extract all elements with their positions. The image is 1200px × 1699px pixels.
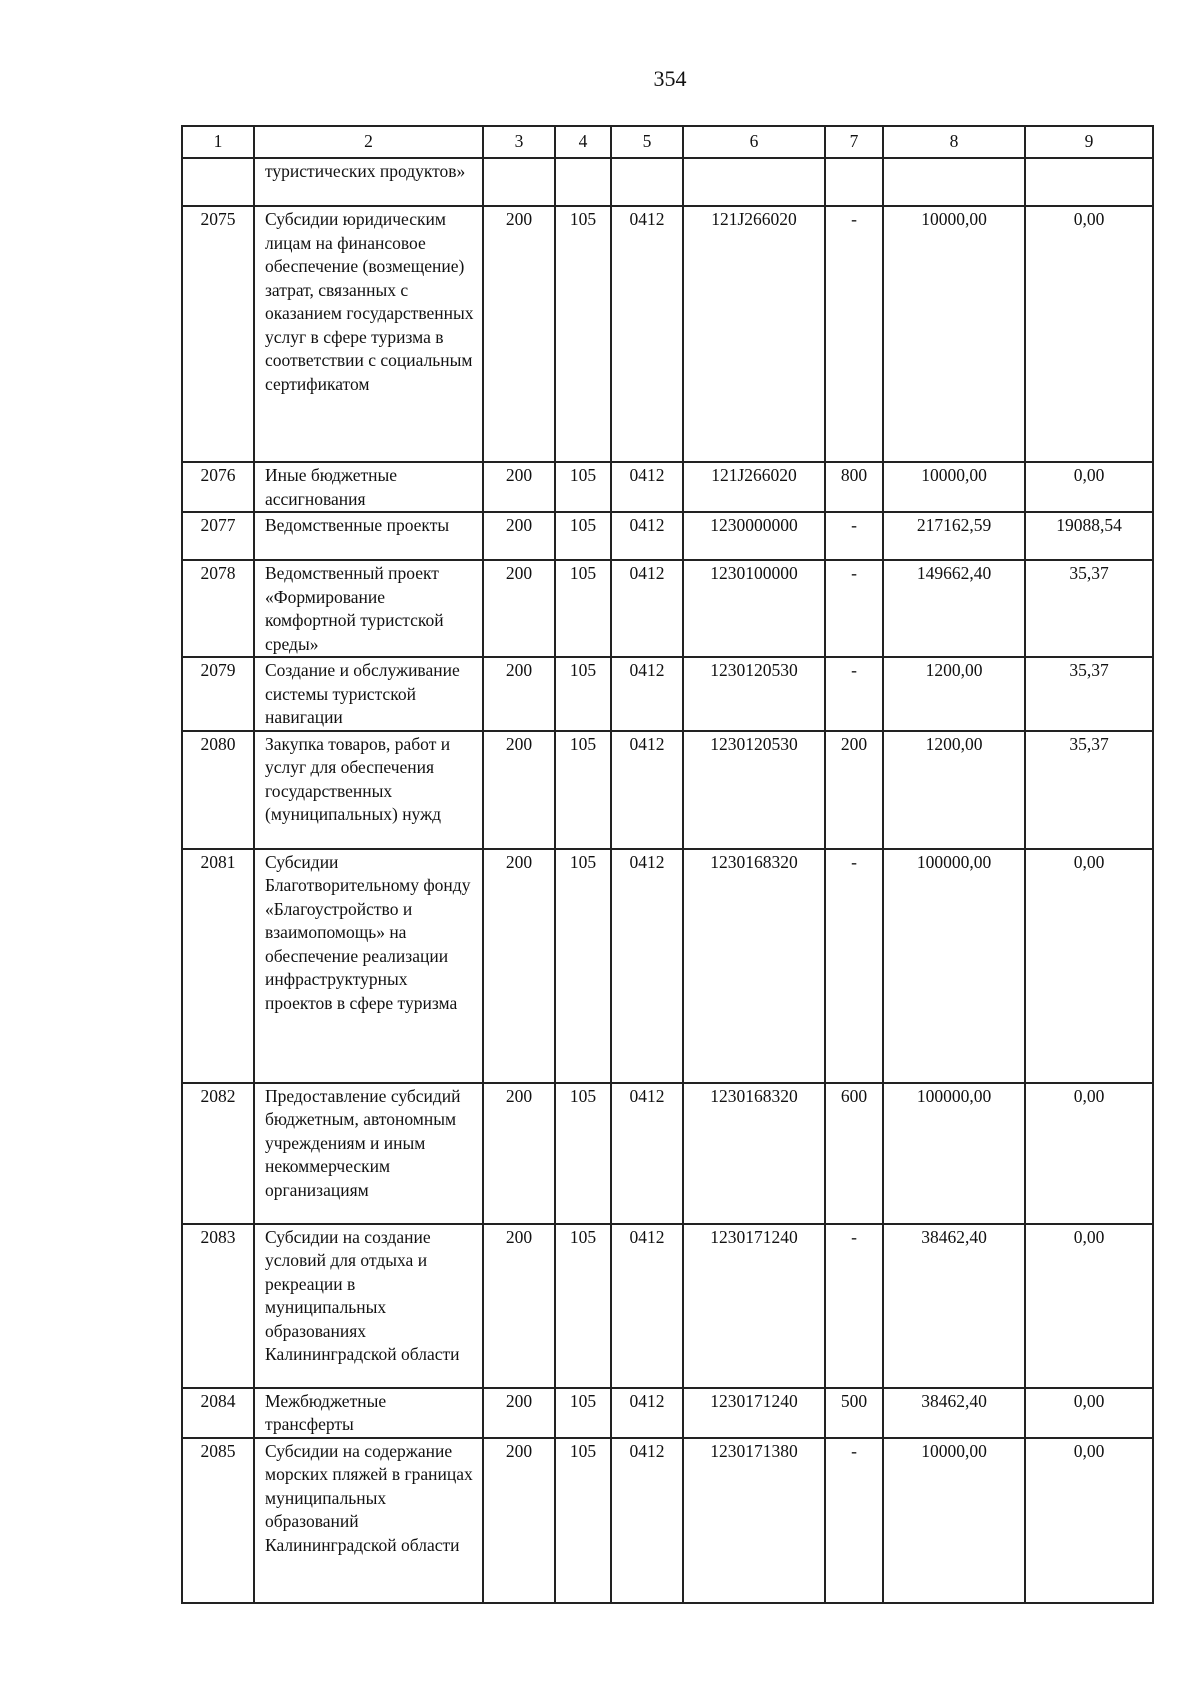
cell-c9: 0,00 xyxy=(1025,1083,1153,1224)
cell-num: 2075 xyxy=(182,206,254,462)
cell-name: Создание и обслуживание системы туристской навигации xyxy=(254,657,483,731)
cell-num: 2081 xyxy=(182,849,254,1083)
cell-c8: 38462,40 xyxy=(883,1224,1025,1388)
cell-c9: 0,00 xyxy=(1025,1224,1153,1388)
cell-name: Субсидии на создание условий для отдыха и рекреации в муниципальных образованиях Калининградской области xyxy=(254,1224,483,1388)
cell-c4: 105 xyxy=(555,512,611,560)
cell-name: Закупка товаров, работ и услуг для обеспечения государственных (муниципальных) нужд xyxy=(254,731,483,849)
table-row xyxy=(182,462,1153,512)
cell-c3: 200 xyxy=(483,512,555,560)
cell-c7: 800 xyxy=(825,462,883,512)
cell-c4: 105 xyxy=(555,1388,611,1438)
cell-c8: 10000,00 xyxy=(883,206,1025,462)
cell-c7: - xyxy=(825,560,883,657)
cell-c4: 105 xyxy=(555,462,611,512)
table-row xyxy=(182,512,1153,560)
cell-c3: 200 xyxy=(483,462,555,512)
cell-c7: - xyxy=(825,849,883,1083)
cell-num: 2077 xyxy=(182,512,254,560)
cell-c4: 105 xyxy=(555,657,611,731)
cell-num: 2084 xyxy=(182,1388,254,1438)
cell-c8 xyxy=(883,158,1025,206)
cell-c3: 200 xyxy=(483,560,555,657)
cell-c6: 1230120530 xyxy=(683,731,825,849)
cell-c8: 149662,40 xyxy=(883,560,1025,657)
cell-c8: 1200,00 xyxy=(883,731,1025,849)
cell-c7: - xyxy=(825,512,883,560)
cell-c9: 0,00 xyxy=(1025,462,1153,512)
cell-c9: 0,00 xyxy=(1025,849,1153,1083)
cell-c8: 100000,00 xyxy=(883,1083,1025,1224)
budget-table xyxy=(181,125,1154,1604)
cell-c6: 121J266020 xyxy=(683,206,825,462)
cell-name: туристических продуктов» xyxy=(254,158,483,206)
cell-c9: 19088,54 xyxy=(1025,512,1153,560)
table-row xyxy=(182,849,1153,1083)
cell-name: Субсидии на содержание морских пляжей в границах муниципальных образований Калининградской области xyxy=(254,1438,483,1603)
header-cell: 8 xyxy=(883,126,1025,158)
cell-c3: 200 xyxy=(483,657,555,731)
cell-c5 xyxy=(611,158,683,206)
cell-c6: 1230168320 xyxy=(683,1083,825,1224)
cell-c3 xyxy=(483,158,555,206)
cell-num xyxy=(182,158,254,206)
header-row xyxy=(182,126,1153,158)
cell-c8: 38462,40 xyxy=(883,1388,1025,1438)
cell-c5: 0412 xyxy=(611,1438,683,1603)
cell-c8: 10000,00 xyxy=(883,1438,1025,1603)
cell-num: 2080 xyxy=(182,731,254,849)
cell-c5: 0412 xyxy=(611,560,683,657)
cell-c3: 200 xyxy=(483,849,555,1083)
cell-c6: 1230000000 xyxy=(683,512,825,560)
cell-c4: 105 xyxy=(555,849,611,1083)
cell-num: 2076 xyxy=(182,462,254,512)
cell-num: 2083 xyxy=(182,1224,254,1388)
table-row xyxy=(182,657,1153,731)
cell-c5: 0412 xyxy=(611,1224,683,1388)
cell-c5: 0412 xyxy=(611,731,683,849)
cell-num: 2079 xyxy=(182,657,254,731)
cell-c9: 0,00 xyxy=(1025,1388,1153,1438)
cell-name: Ведомственный проект «Формирование комфортной туристской среды» xyxy=(254,560,483,657)
cell-c6: 1230171240 xyxy=(683,1388,825,1438)
header-cell: 5 xyxy=(611,126,683,158)
cell-num: 2078 xyxy=(182,560,254,657)
cell-num: 2082 xyxy=(182,1083,254,1224)
cell-c6: 1230120530 xyxy=(683,657,825,731)
cell-c9: 35,37 xyxy=(1025,560,1153,657)
cell-c3: 200 xyxy=(483,1083,555,1224)
header-cell: 9 xyxy=(1025,126,1153,158)
cell-c8: 1200,00 xyxy=(883,657,1025,731)
cell-c6 xyxy=(683,158,825,206)
cell-c9: 35,37 xyxy=(1025,731,1153,849)
cell-c8: 100000,00 xyxy=(883,849,1025,1083)
cell-name: Ведомственные проекты xyxy=(254,512,483,560)
cell-c3: 200 xyxy=(483,1438,555,1603)
cell-c7: - xyxy=(825,1224,883,1388)
cell-c5: 0412 xyxy=(611,849,683,1083)
table-row xyxy=(182,1083,1153,1224)
header-cell: 7 xyxy=(825,126,883,158)
cell-c9: 35,37 xyxy=(1025,657,1153,731)
cell-c6: 121J266020 xyxy=(683,462,825,512)
cell-c7: 600 xyxy=(825,1083,883,1224)
table-row xyxy=(182,560,1153,657)
page-number: 354 xyxy=(653,66,687,91)
cell-c4 xyxy=(555,158,611,206)
cell-c6: 1230100000 xyxy=(683,560,825,657)
header-cell: 2 xyxy=(254,126,483,158)
cell-c3: 200 xyxy=(483,1224,555,1388)
cell-c3: 200 xyxy=(483,731,555,849)
table-body xyxy=(182,206,1153,1603)
cell-name: Субсидии Благотворительному фонду «Благоустройство и взаимопомощь» на обеспечение реализации инфраструктурных проектов в сфере туризма xyxy=(254,849,483,1083)
cell-c3: 200 xyxy=(483,206,555,462)
cell-c8: 10000,00 xyxy=(883,462,1025,512)
cell-c5: 0412 xyxy=(611,206,683,462)
cell-c6: 1230171380 xyxy=(683,1438,825,1603)
cell-name: Межбюджетные трансферты xyxy=(254,1388,483,1438)
cell-c9 xyxy=(1025,158,1153,206)
cell-c7: - xyxy=(825,657,883,731)
cell-c4: 105 xyxy=(555,206,611,462)
cell-name: Иные бюджетные ассигнования xyxy=(254,462,483,512)
cell-c4: 105 xyxy=(555,1438,611,1603)
header-cell: 1 xyxy=(182,126,254,158)
cell-c9: 0,00 xyxy=(1025,1438,1153,1603)
table-row xyxy=(182,206,1153,462)
cell-c7: - xyxy=(825,1438,883,1603)
cell-c9: 0,00 xyxy=(1025,206,1153,462)
cell-c4: 105 xyxy=(555,1083,611,1224)
cell-c4: 105 xyxy=(555,560,611,657)
cell-c6: 1230171240 xyxy=(683,1224,825,1388)
cell-c5: 0412 xyxy=(611,657,683,731)
cell-c5: 0412 xyxy=(611,512,683,560)
header-cell: 4 xyxy=(555,126,611,158)
cell-c3: 200 xyxy=(483,1388,555,1438)
cell-c5: 0412 xyxy=(611,1083,683,1224)
cell-c5: 0412 xyxy=(611,1388,683,1438)
continuation-row xyxy=(182,158,1153,206)
cell-c6: 1230168320 xyxy=(683,849,825,1083)
cell-c4: 105 xyxy=(555,1224,611,1388)
cell-c4: 105 xyxy=(555,731,611,849)
cell-c7: - xyxy=(825,206,883,462)
cell-c8: 217162,59 xyxy=(883,512,1025,560)
cell-c7: 200 xyxy=(825,731,883,849)
cell-c7: 500 xyxy=(825,1388,883,1438)
cell-name: Предоставление субсидий бюджетным, автономным учреждениям и иным некоммерческим организациям xyxy=(254,1083,483,1224)
table-row xyxy=(182,1438,1153,1603)
table-row xyxy=(182,731,1153,849)
cell-name: Субсидии юридическим лицам на финансовое обеспечение (возмещение) затрат, связанных с оказанием государственных услуг в сфере туризма в соответствии с социальным сертификатом xyxy=(254,206,483,462)
header-cell: 3 xyxy=(483,126,555,158)
table-row xyxy=(182,1224,1153,1388)
cell-num: 2085 xyxy=(182,1438,254,1603)
cell-c5: 0412 xyxy=(611,462,683,512)
cell-c7 xyxy=(825,158,883,206)
header-cell: 6 xyxy=(683,126,825,158)
table-row xyxy=(182,1388,1153,1438)
